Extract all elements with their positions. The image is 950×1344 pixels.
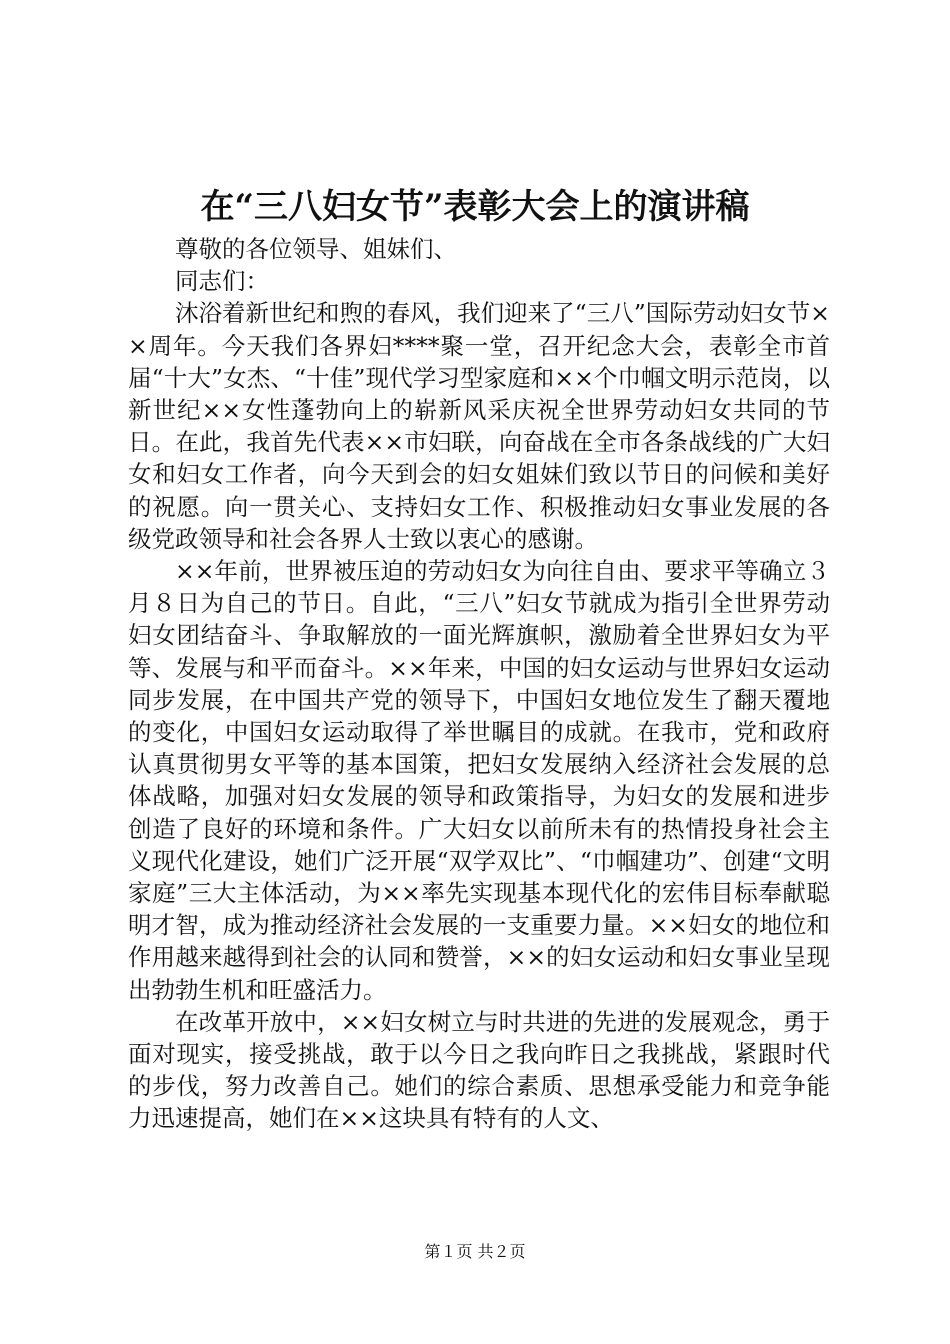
salutation-line-2: 同志们： [175,267,269,296]
salutation-line-1: 尊敬的各位领导、姐妹们、 [175,235,457,263]
paragraph-2: ××年前，世界被压迫的劳动妇女为向往自由、要求平等确立３月８日为自己的节日。自此，“三八”妇女节就成为指引全世界劳动妇女团结奋斗、争取解放的一面光辉旗帜，激励着全世界妇女为平等、发展与和平而奋斗。××年来，中国的妇女运动与世界妇女运动同步发展，在中国共产党的领导下，中国妇女地位发生了翻天覆地的变化，中国妇女运动取得了举世瞩目的成就。在我市，党和政府认真贯彻男女平等的基本国策，把妇女发展纳入经济社会发展的总体战略，加强对妇女发展的领导和政策指导，为妇女的发展和进步创造了良好的环境和条件。广大妇女以前所未有的热情投身社会主义现代化建设，她们广泛开展“双学双比”、“巾帼建功”、创建“文明家庭”三大主体活动，为××率先实现基本现代化的宏伟目标奉献聪明才智，成为推动经济社会发展的一支重要力量。××妇女的地位和作用越来越得到社会的认同和赞誉，××的妇女运动和妇女事业呈现出勃勃生机和旺盛活力。 [128,557,830,1004]
paragraph-1: 沐浴着新世纪和煦的春风，我们迎来了“三八”国际劳动妇女节××周年。今天我们各界妇****聚一堂，召开纪念大会，表彰全市首届“十大”女杰、“十佳”现代学习型家庭和××个巾帼文明示范岗，以新世纪××女性蓬勃向上的崭新风采庆祝全世界劳动妇女共同的节日。在此，我首先代表××市妇联，向奋战在全市各条战线的广大妇女和妇女工作者，向今天到会的妇女姐妹们致以节日的问候和美好的祝愿。向一贯关心、支持妇女工作、积极推动妇女事业发展的各级党政领导和社会各界人士致以衷心的感谢。 [128,299,830,553]
document-title: 在“三八妇女节”表彰大会上的演讲稿 [200,187,750,227]
page-footer: 第１页 共２页 [424,1242,526,1261]
paragraph-3: 在改革开放中，××妇女树立与时共进的先进的发展观念，勇于面对现实，接受挑战，敢于以今日之我向昨日之我挑战，紧跟时代的步伐，努力改善自己。她们的综合素质、思想承受能力和竞争能力迅速提高，她们在××这块具有特有的人文、 [128,1007,830,1133]
document-body [128,233,830,1135]
